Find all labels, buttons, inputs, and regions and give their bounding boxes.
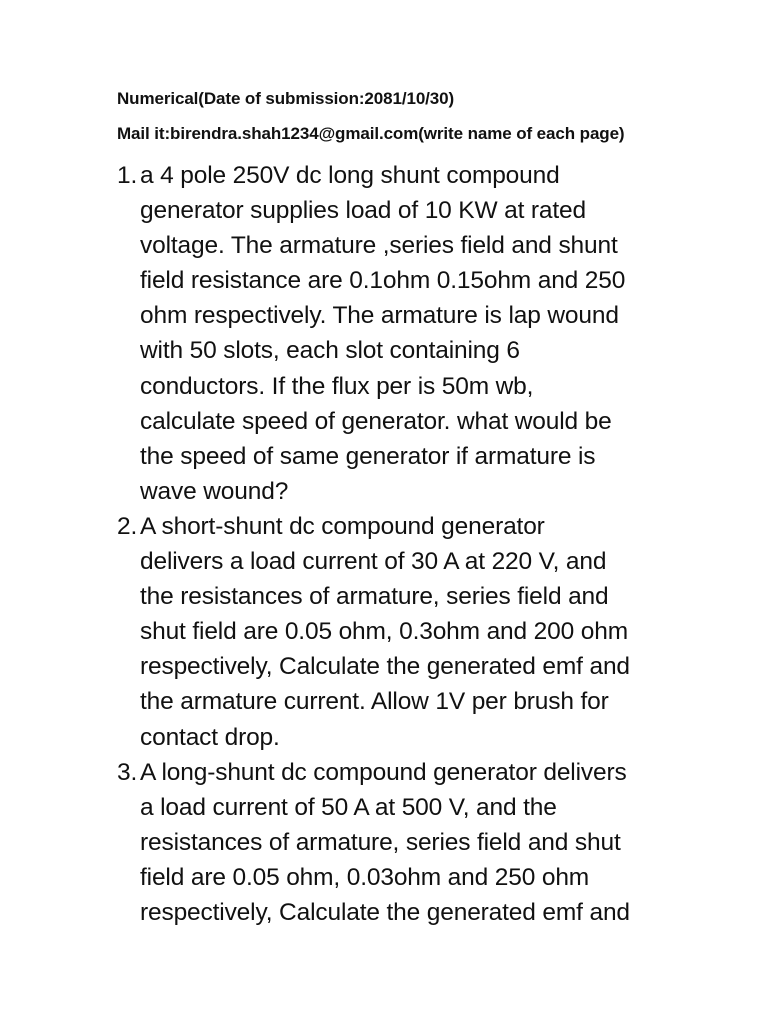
question-text-line: field resistance are 0.1ohm 0.15ohm and 250 — [140, 267, 626, 295]
question-text-line: generator supplies load of 10 KW at rated — [140, 197, 587, 225]
question-text-line: the armature current. Allow 1V per brush for — [140, 688, 609, 716]
question-number: 3. — [117, 758, 138, 786]
question-text-line: respectively, Calculate the generated emf and — [140, 898, 630, 926]
question-text-line: respectively, Calculate the generated emf and — [140, 653, 630, 681]
question-text-line: the resistances of armature, series field and — [140, 583, 609, 611]
question-text-line: conductors. If the flux per is 50m wb, — [140, 372, 534, 400]
question-text-line: a 4 pole 250V dc long shunt compound — [140, 162, 560, 189]
question-text-line: resistances of armature, series field and shut — [140, 828, 621, 856]
submission-date-heading: Numerical(Date of submission:2081/10/30) — [117, 89, 455, 108]
question-text-line: shut field are 0.05 ohm, 0.3ohm and 200 ohm — [140, 618, 628, 646]
question-number: 1. — [117, 162, 138, 189]
question-text-line: wave wound? — [140, 477, 289, 505]
question-text-line: A long-shunt dc compound generator delivers — [140, 758, 627, 786]
question-text-line: contact drop. — [140, 723, 280, 751]
question-list — [117, 158, 717, 930]
mail-instruction-heading: Mail it:birendra.shah1234@gmail.com(write name of each page) — [117, 124, 625, 143]
question-text-line: ohm respectively. The armature is lap wound — [140, 302, 619, 330]
question-text-line: calculate speed of generator. what would be — [140, 407, 612, 435]
question-text-line: delivers a load current of 30 A at 220 V, and — [140, 548, 607, 576]
question-text-line: voltage. The armature ,series field and shunt — [140, 232, 618, 260]
question-text-line: a load current of 50 A at 500 V, and the — [140, 793, 557, 821]
question-text-line: with 50 slots, each slot containing 6 — [140, 337, 520, 365]
question-item — [117, 755, 717, 930]
question-item — [117, 509, 717, 755]
question-number: 2. — [117, 512, 138, 540]
question-text-line: the speed of same generator if armature is — [140, 442, 596, 470]
question-text-line: field are 0.05 ohm, 0.03ohm and 250 ohm — [140, 863, 590, 891]
question-text-line: A short-shunt dc compound generator — [140, 512, 545, 540]
question-item — [117, 158, 717, 509]
